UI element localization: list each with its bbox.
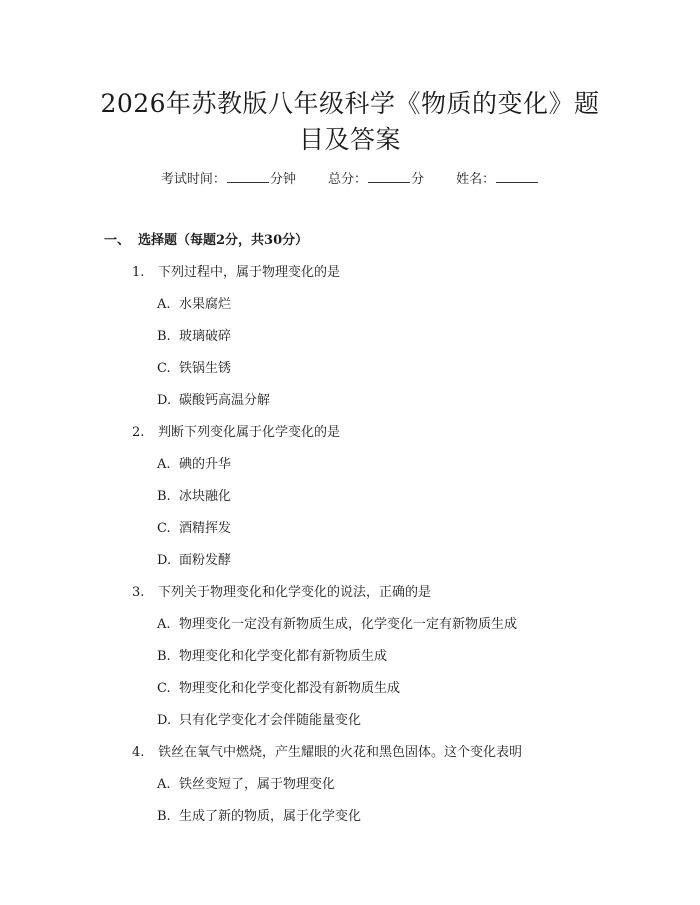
question-3-option-b xyxy=(157,645,387,664)
option-letter: A. xyxy=(157,297,171,312)
option-text: 物理变化一定没有新物质生成，化学变化一定有新物质生成 xyxy=(179,617,518,632)
student-name-label: 姓名： xyxy=(456,172,496,187)
option-letter: B. xyxy=(157,649,171,664)
section-heading xyxy=(104,229,308,248)
option-letter: B. xyxy=(157,329,171,344)
question-text: 判断下列变化属于化学变化的是 xyxy=(158,425,341,440)
option-text: 物理变化和化学变化都有新物质生成 xyxy=(179,649,388,664)
student-name-blank[interactable] xyxy=(496,170,538,183)
option-text: 铁丝变短了，属于物理变化 xyxy=(179,777,336,792)
option-letter: A. xyxy=(157,777,171,792)
question-text: 下列过程中，属于物理变化的是 xyxy=(158,265,341,280)
option-text: 水果腐烂 xyxy=(179,297,232,312)
option-text: 冰块融化 xyxy=(179,489,232,504)
option-text: 生成了新的物质，属于化学变化 xyxy=(179,809,362,824)
option-text: 玻璃破碎 xyxy=(179,329,232,344)
question-text: 下列关于物理变化和化学变化的说法，正确的是 xyxy=(158,585,432,600)
option-letter: B. xyxy=(157,809,171,824)
question-3 xyxy=(132,581,431,600)
exam-time-label: 考试时间： xyxy=(160,172,226,187)
option-text: 面粉发酵 xyxy=(179,553,232,568)
question-number: 3. xyxy=(132,585,145,600)
section-number: 一、 xyxy=(104,233,131,248)
exam-time-blank[interactable] xyxy=(227,170,269,183)
question-1-option-c xyxy=(157,357,231,376)
question-2 xyxy=(132,421,340,440)
option-letter: A. xyxy=(157,457,171,472)
section-title: 选择题（每题2分，共30分） xyxy=(138,233,309,248)
total-score-blank[interactable] xyxy=(368,170,410,183)
exam-time xyxy=(161,172,296,187)
exam-time-unit: 分钟 xyxy=(269,172,296,187)
question-3-option-d xyxy=(157,709,361,728)
question-2-option-b xyxy=(157,485,231,504)
total-score xyxy=(328,172,424,187)
question-number: 2. xyxy=(132,425,145,440)
question-2-option-c xyxy=(157,517,231,536)
option-letter: A. xyxy=(157,617,171,632)
option-letter: D. xyxy=(157,393,172,408)
option-text: 铁锅生锈 xyxy=(179,361,232,376)
question-1 xyxy=(132,261,340,280)
question-4 xyxy=(132,741,522,760)
option-letter: B. xyxy=(157,489,171,504)
question-1-option-a xyxy=(157,293,231,312)
option-letter: C. xyxy=(157,361,171,376)
total-score-label: 总分： xyxy=(327,172,367,187)
exam-title-line-1: 2026年苏教版八年级科学《物质的变化》题 xyxy=(100,89,600,118)
question-2-option-a xyxy=(157,453,231,472)
option-letter: D. xyxy=(157,713,172,728)
student-name xyxy=(456,172,539,187)
option-text: 碘的升华 xyxy=(179,457,232,472)
question-number: 1. xyxy=(132,265,145,280)
question-number: 4. xyxy=(132,745,145,760)
option-text: 酒精挥发 xyxy=(179,521,232,536)
question-4-option-b xyxy=(157,805,361,824)
question-2-option-d xyxy=(157,549,231,568)
total-score-unit: 分 xyxy=(411,172,425,187)
option-text: 物理变化和化学变化都没有新物质生成 xyxy=(179,681,401,696)
option-text: 只有化学变化才会伴随能量变化 xyxy=(179,713,362,728)
question-text: 铁丝在氧气中燃烧，产生耀眼的火花和黑色固体。这个变化表明 xyxy=(158,745,523,760)
question-4-option-a xyxy=(157,773,335,792)
exam-title-line-2: 目及答案 xyxy=(298,125,401,154)
option-letter: C. xyxy=(157,521,171,536)
option-letter: C. xyxy=(157,681,171,696)
option-letter: D. xyxy=(157,553,172,568)
option-text: 碳酸钙高温分解 xyxy=(179,393,271,408)
question-1-option-d xyxy=(157,389,270,408)
question-3-option-c xyxy=(157,677,400,696)
exam-meta xyxy=(0,168,700,187)
question-3-option-a xyxy=(157,613,517,632)
question-1-option-b xyxy=(157,325,231,344)
